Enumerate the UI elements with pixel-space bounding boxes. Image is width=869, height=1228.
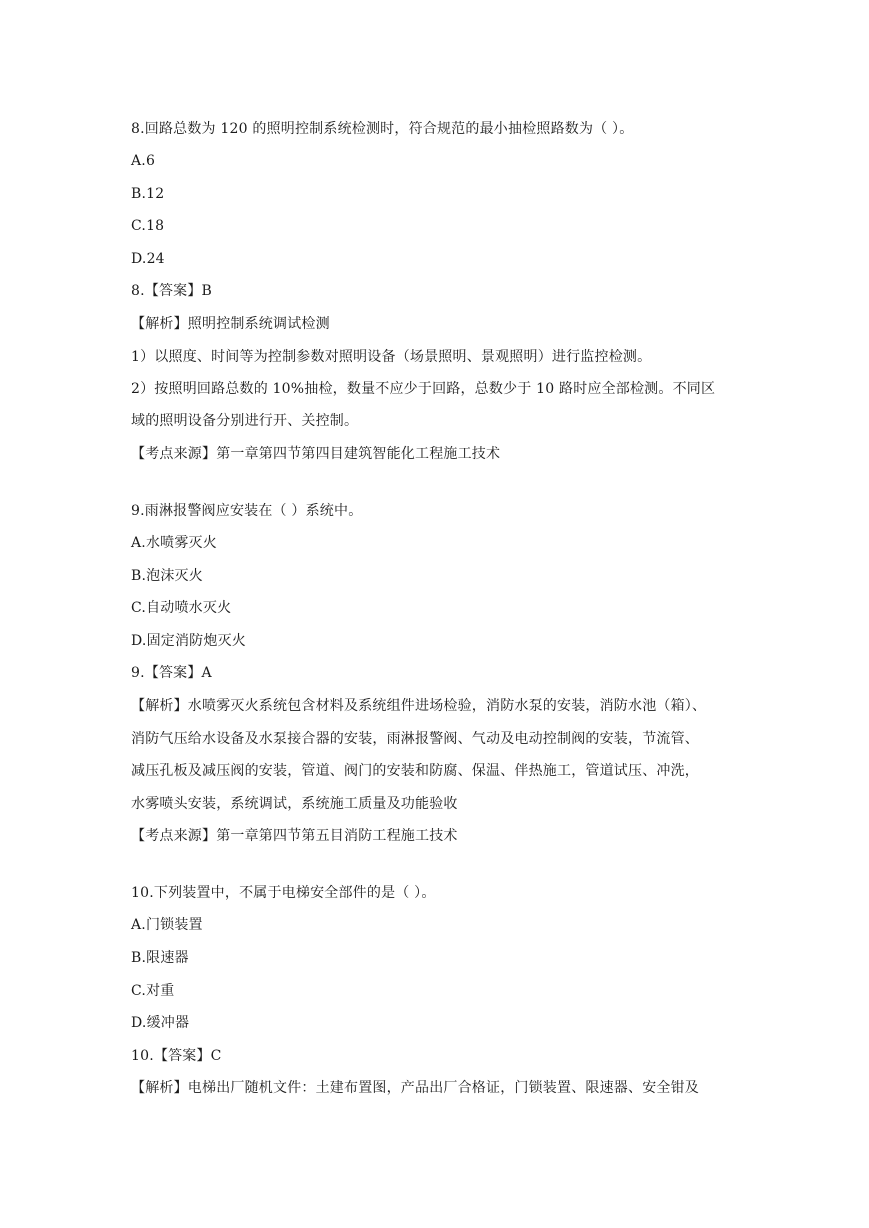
question-9-analysis-cont-1: 消防气压给水设备及水泵接合器的安装，雨淋报警阀、气动及电动控制阀的安装，节流管、: [131, 731, 699, 747]
question-8-analysis-item-2-cont: 域的照明设备分别进行开、关控制。: [131, 413, 359, 429]
question-8-analysis: 【解析】照明控制系统调试检测: [131, 316, 330, 332]
question-9-source: 【考点来源】第一章第四节第五目消防工程施工技术: [131, 828, 458, 844]
question-9-answer: 9.【答案】A: [131, 665, 212, 681]
question-8-option-c: C.18: [131, 218, 165, 234]
question-10-answer: 10.【答案】C: [131, 1048, 222, 1064]
question-9-analysis-cont-3: 水雾喷头安装，系统调试，系统施工质量及功能验收: [131, 796, 458, 812]
question-8-source: 【考点来源】第一章第四节第四目建筑智能化工程施工技术: [131, 446, 501, 462]
question-9-stem: 9.雨淋报警阀应安装在（ ）系统中。: [131, 503, 363, 519]
question-8-option-a: A.6: [131, 153, 156, 169]
question-8-answer: 8.【答案】B: [131, 283, 213, 299]
question-8-analysis-item-1: 1）以照度、时间等为控制参数对照明设备（场景照明、景观照明）进行监控检测。: [131, 349, 652, 365]
question-9-analysis-cont-2: 减压孔板及减压阀的安装，管道、阀门的安装和防腐、保温、伴热施工，管道试压、冲洗，: [131, 763, 699, 779]
question-9-option-c: C.自动喷水灭火: [131, 600, 232, 616]
question-10-option-a: A.门锁装置: [131, 917, 203, 933]
question-9-option-a: A.水喷雾灭火: [131, 535, 217, 551]
question-10-option-b: B.限速器: [131, 950, 189, 966]
question-8-option-b: B.12: [131, 186, 165, 202]
question-9-option-d: D.固定消防炮灭火: [131, 633, 246, 649]
question-10-stem: 10.下列装置中，不属于电梯安全部件的是（ ）。: [131, 885, 436, 901]
question-9-analysis: 【解析】水喷雾灭火系统包含材料及系统组件进场检验，消防水泵的安装，消防水池（箱）、: [131, 698, 707, 714]
question-10-option-c: C.对重: [131, 983, 175, 999]
question-8-stem: 8.回路总数为 120 的照明控制系统检测时，符合规范的最小抽检照路数为（ ）。: [131, 121, 634, 137]
question-10-analysis: 【解析】电梯出厂随机文件：土建布置图，产品出厂合格证，门锁装置、限速器、安全钳及: [131, 1080, 699, 1096]
question-10-option-d: D.缓冲器: [131, 1015, 190, 1031]
question-8-analysis-item-2: 2）按照明回路总数的 10%抽检，数量不应少于回路，总数少于 10 路时应全部检测。不同区: [131, 381, 716, 397]
question-8-option-d: D.24: [131, 251, 165, 267]
question-9-option-b: B.泡沫灭火: [131, 568, 203, 584]
